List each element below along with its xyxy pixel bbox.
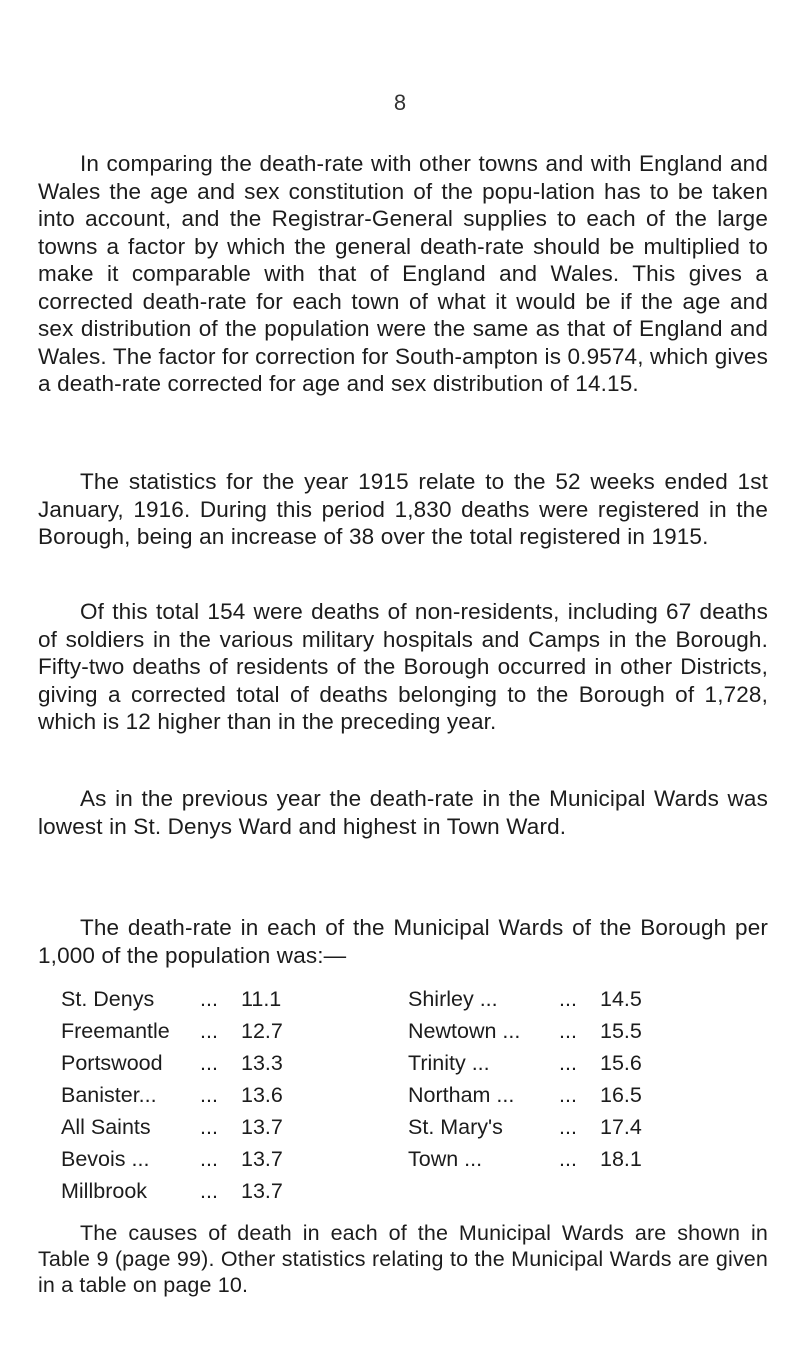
ward-leader-dots: ... bbox=[200, 1179, 218, 1203]
ward-leader-dots: ... bbox=[200, 987, 218, 1011]
ward-leader-dots: ... bbox=[200, 1147, 218, 1171]
ward-death-rate: 13.3 bbox=[241, 1051, 283, 1075]
ward-death-rate: 11.1 bbox=[241, 987, 282, 1011]
ward-row bbox=[61, 1051, 761, 1083]
ward-row bbox=[61, 1179, 761, 1211]
ward-row bbox=[61, 1147, 761, 1179]
ward-death-rate: 17.4 bbox=[600, 1115, 642, 1139]
ward-death-rate: 13.7 bbox=[241, 1179, 283, 1203]
ward-leader-dots: ... bbox=[200, 1019, 218, 1043]
ward-row bbox=[61, 1115, 761, 1147]
ward-name: All Saints bbox=[61, 1115, 151, 1139]
ward-death-rate: 14.5 bbox=[600, 987, 642, 1011]
ward-leader-dots: ... bbox=[200, 1051, 218, 1075]
ward-death-rate: 15.6 bbox=[600, 1051, 642, 1075]
ward-name: St. Denys bbox=[61, 987, 155, 1011]
paragraph-ward-extremes: As in the previous year the death-rate in the Municipal Wards was lowest in St. Denys Ward and highest in Town Ward. bbox=[38, 786, 768, 839]
ward-death-rate: 18.1 bbox=[600, 1147, 642, 1171]
ward-row bbox=[61, 987, 761, 1019]
ward-leader-dots: ... bbox=[200, 1083, 218, 1107]
ward-name: Portswood bbox=[61, 1051, 163, 1075]
ward-death-rate: 12.7 bbox=[241, 1019, 283, 1043]
ward-leader-dots: ... bbox=[559, 1115, 577, 1139]
ward-name: Shirley ... bbox=[408, 987, 498, 1011]
ward-leader-dots: ... bbox=[559, 987, 577, 1011]
ward-name: Town ... bbox=[408, 1147, 483, 1171]
ward-name: Bevois ... bbox=[61, 1147, 150, 1171]
ward-name: Trinity ... bbox=[408, 1051, 490, 1075]
paragraph-ward-table-intro: The death-rate in each of the Municipal Wards of the Borough per 1,000 of the population was:— bbox=[38, 915, 768, 968]
ward-leader-dots: ... bbox=[200, 1115, 218, 1139]
ward-column-right bbox=[61, 987, 761, 1179]
page-number: 8 bbox=[393, 90, 407, 115]
ward-name: Freemantle bbox=[61, 1019, 170, 1043]
paragraph-statistics-1915: The statistics for the year 1915 relate to the 52 weeks ended 1st January, 1916. During this period 1,830 deaths were registered in the Borough, being an increase of 38 over the total registered in 1915. bbox=[38, 469, 768, 549]
ward-death-rate: 13.6 bbox=[241, 1083, 283, 1107]
ward-death-rate: 15.5 bbox=[600, 1019, 642, 1043]
ward-leader-dots: ... bbox=[559, 1147, 577, 1171]
ward-name: Northam ... bbox=[408, 1083, 515, 1107]
ward-leader-dots: ... bbox=[559, 1051, 577, 1075]
ward-name: St. Mary's bbox=[408, 1115, 503, 1139]
paragraph-non-residents: Of this total 154 were deaths of non-residents, including 67 deaths of soldiers in the various military hospitals and Camps in the Borough. Fifty-two deaths of residents of the Borough occurred in other Districts, giving a corrected total of deaths belonging to the Borough of 1,728, which is 12 higher than in the preceding year. bbox=[38, 599, 768, 734]
ward-name: Newtown ... bbox=[408, 1019, 521, 1043]
ward-leader-dots: ... bbox=[559, 1083, 577, 1107]
ward-row bbox=[61, 1019, 761, 1051]
paragraph-death-rate-comparison: In comparing the death-rate with other towns and with England and Wales the age and sex constitution of the popu-lation has to be taken into account, and the Registrar-General supplies to each of the large towns a factor by which the general death-rate should be multiplied to make it comparable with that of England and Wales. This gives a corrected death-rate for each town of what it would be if the age and sex distribution of the population were the same as that of England and Wales. The factor for correction for South-ampton is 0.9574, which gives a death-rate corrected for age and sex distribution of 14.15. bbox=[38, 151, 768, 396]
ward-death-rate: 16.5 bbox=[600, 1083, 642, 1107]
ward-name: Millbrook bbox=[61, 1179, 148, 1203]
ward-death-rate: 13.7 bbox=[241, 1147, 283, 1171]
ward-death-rate: 13.7 bbox=[241, 1115, 283, 1139]
ward-row bbox=[61, 1083, 761, 1115]
ward-name: Banister... bbox=[61, 1083, 157, 1107]
paragraph-causes-of-death: The causes of death in each of the Municipal Wards are shown in Table 9 (page 99). Other statistics relating to the Municipal Wards are given in a table on page 10. bbox=[38, 1221, 768, 1297]
ward-leader-dots: ... bbox=[559, 1019, 577, 1043]
